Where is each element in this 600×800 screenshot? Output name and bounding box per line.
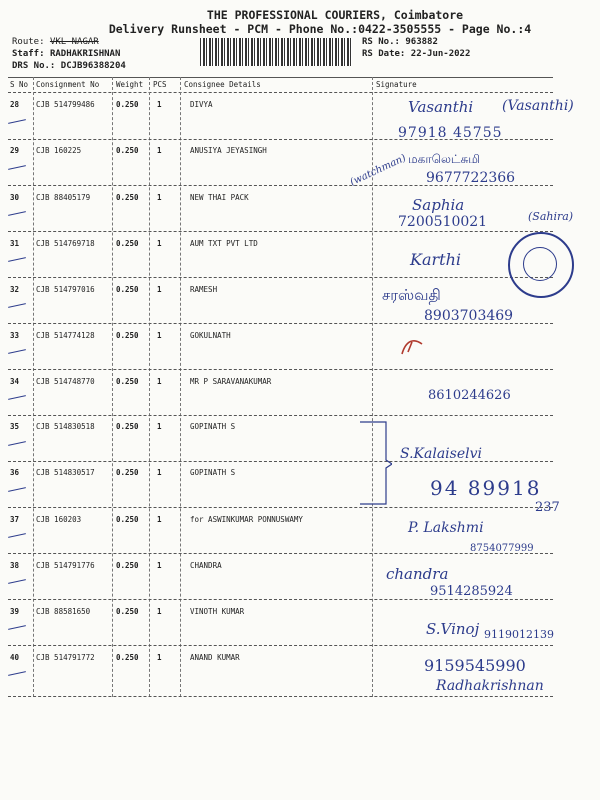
row-pcs: 1	[157, 100, 162, 109]
rs-no-value: 963882	[405, 37, 438, 47]
row-rule	[8, 369, 553, 370]
row-rule	[8, 696, 553, 697]
row-pcs: 1	[157, 422, 162, 431]
handwritten-signature: மகாலெட்சுமி	[408, 152, 481, 166]
handwritten-phone: 237	[535, 500, 560, 515]
rs-date-value: 22-Jun-2022	[410, 49, 471, 59]
route-line	[12, 37, 99, 47]
handwritten-note: (watchman)	[348, 152, 408, 189]
row-pcs: 1	[157, 515, 162, 524]
column-divider	[149, 77, 150, 697]
row-weight: 0.250	[116, 468, 139, 477]
col-consignment: Consignment No	[36, 80, 100, 89]
row-weight: 0.250	[116, 561, 139, 570]
row-weight: 0.250	[116, 653, 139, 662]
route-label: Route:	[12, 37, 45, 47]
row-consignee: AUM TXT PVT LTD	[190, 239, 258, 248]
bracket-mark	[358, 420, 392, 506]
row-consignment: CJB 514774128	[36, 331, 95, 340]
row-weight: 0.250	[116, 285, 139, 294]
handwritten-phone: 8903703469	[424, 308, 514, 324]
handwritten-phone: 9514285924	[430, 584, 513, 599]
row-rule	[8, 507, 553, 508]
drs-value: DCJB96388204	[60, 61, 126, 71]
col-sno: S No	[10, 80, 29, 89]
row-consignee: ANAND KUMAR	[190, 653, 240, 662]
row-pcs: 1	[157, 561, 162, 570]
row-consignee: VINOTH KUMAR	[190, 607, 245, 616]
row-consignee: NEW THAI PACK	[190, 193, 249, 202]
row-weight: 0.250	[116, 239, 139, 248]
row-rule	[8, 415, 553, 416]
tick-mark	[8, 349, 26, 354]
handwritten-signature: chandra	[386, 565, 449, 583]
row-pcs: 1	[157, 146, 162, 155]
row-sno: 28	[10, 100, 20, 109]
column-divider	[112, 77, 113, 697]
rs-date-label: RS Date:	[362, 49, 406, 59]
row-consignment: CJB 514799486	[36, 100, 95, 109]
handwritten-signature: Karthi	[410, 250, 461, 269]
barcode	[200, 38, 352, 66]
row-sno: 39	[10, 607, 20, 616]
row-pcs: 1	[157, 285, 162, 294]
tick-mark	[8, 441, 26, 446]
drs-line	[12, 61, 126, 71]
row-consignee: DIVYA	[190, 100, 213, 109]
drs-label: DRS No.:	[12, 61, 56, 71]
handwritten-signature: Saphia	[412, 196, 465, 214]
handwritten-phone: 94 89918	[430, 476, 542, 500]
row-pcs: 1	[157, 331, 162, 340]
row-rule	[8, 599, 553, 600]
row-consignment: CJB 160203	[36, 515, 82, 524]
handwritten-phone: 9159545990	[424, 656, 526, 675]
row-pcs: 1	[157, 193, 162, 202]
tick-mark	[8, 257, 26, 262]
rs-date-line	[362, 49, 470, 59]
handwritten-signature: சரஸ்வதி	[382, 286, 441, 304]
row-consignment: CJB 514791776	[36, 561, 95, 570]
page-subtitle: Delivery Runsheet - PCM - Phone No.:0422-3505555 - Page No.:4	[108, 22, 532, 36]
row-sno: 29	[10, 146, 20, 155]
row-consignee: GOPINATH S	[190, 422, 236, 431]
row-sno: 37	[10, 515, 20, 524]
tick-mark	[8, 533, 26, 538]
table-header-rule	[8, 92, 553, 93]
row-sno: 31	[10, 239, 20, 248]
row-consignee: MR P SARAVANAKUMAR	[190, 377, 272, 386]
row-weight: 0.250	[116, 377, 139, 386]
row-sno: 34	[10, 377, 20, 386]
page-title: THE PROFESSIONAL COURIERS, Coimbatore	[206, 8, 464, 22]
tick-mark	[8, 671, 26, 676]
handwritten-signature: Vasanthi	[408, 98, 474, 116]
handwritten-signature: S.Kalaiselvi	[400, 446, 482, 462]
row-consignee: GOKULNATH	[190, 331, 231, 340]
row-consignment: CJB 514830517	[36, 468, 95, 477]
row-consignment: CJB 514769718	[36, 239, 95, 248]
row-weight: 0.250	[116, 515, 139, 524]
handwritten-phone: 8754077999	[470, 543, 534, 554]
route-value: VKL NAGAR	[49, 37, 99, 47]
handwritten-phone: 9119012139	[484, 628, 554, 641]
tick-mark	[8, 487, 26, 492]
tick-mark	[8, 303, 26, 308]
row-sno: 36	[10, 468, 20, 477]
handwritten-signature: Radhakrishnan	[436, 678, 544, 694]
row-pcs: 1	[157, 239, 162, 248]
row-consignment: CJB 514791772	[36, 653, 95, 662]
row-consignment: CJB 514797016	[36, 285, 95, 294]
row-pcs: 1	[157, 468, 162, 477]
row-pcs: 1	[157, 653, 162, 662]
row-consignee: ANUSIYA JEYASINGH	[190, 146, 267, 155]
row-sno: 32	[10, 285, 20, 294]
row-consignment: CJB 88581650	[36, 607, 91, 616]
row-consignment: CJB 514830518	[36, 422, 95, 431]
row-consignment: CJB 514748770	[36, 377, 95, 386]
row-weight: 0.250	[116, 422, 139, 431]
column-divider	[33, 77, 34, 697]
row-sno: 35	[10, 422, 20, 431]
handwritten-phone: 9677722366	[426, 170, 516, 186]
row-consignee: GOPINATH S	[190, 468, 236, 477]
col-weight: Weight	[116, 80, 144, 89]
handwritten-signature: P. Lakshmi	[408, 520, 484, 536]
tick-mark	[8, 625, 26, 630]
row-consignment: CJB 160225	[36, 146, 82, 155]
table-top-rule	[8, 77, 553, 78]
handwritten-note: (Sahira)	[528, 210, 574, 223]
staff-value: RADHAKRISHNAN	[49, 49, 121, 59]
tick-mark	[8, 165, 26, 170]
row-sno: 33	[10, 331, 20, 340]
tick-mark	[8, 119, 26, 124]
row-sno: 38	[10, 561, 20, 570]
rs-no-label: RS No.:	[362, 37, 400, 47]
red-ink-mark	[400, 336, 424, 356]
tick-mark	[8, 211, 26, 216]
rs-no-line	[362, 37, 438, 47]
row-weight: 0.250	[116, 331, 139, 340]
staff-label: Staff:	[12, 49, 45, 59]
row-weight: 0.250	[116, 100, 139, 109]
row-sno: 30	[10, 193, 20, 202]
row-rule	[8, 277, 553, 278]
row-weight: 0.250	[116, 146, 139, 155]
row-consignee: for ASWINKUMAR PONNUSWAMY	[190, 515, 303, 524]
row-weight: 0.250	[116, 193, 139, 202]
col-signature: Signature	[376, 80, 417, 89]
row-consignment: CJB 88405179	[36, 193, 91, 202]
column-divider	[180, 77, 181, 697]
row-consignee: CHANDRA	[190, 561, 222, 570]
company-seal-stamp	[508, 232, 574, 298]
row-rule	[8, 231, 553, 232]
tick-mark	[8, 579, 26, 584]
staff-line	[12, 49, 120, 59]
handwritten-phone: 7200510021	[398, 214, 488, 230]
handwritten-phone: 97918 45755	[398, 125, 503, 141]
row-rule	[8, 645, 553, 646]
col-consignee: Consignee Details	[184, 80, 261, 89]
row-consignee: RAMESH	[190, 285, 218, 294]
row-pcs: 1	[157, 607, 162, 616]
row-weight: 0.250	[116, 607, 139, 616]
handwritten-note: (Vasanthi)	[502, 98, 574, 114]
tick-mark	[8, 395, 26, 400]
row-sno: 40	[10, 653, 20, 662]
handwritten-signature: S.Vinoj	[426, 620, 480, 638]
row-pcs: 1	[157, 377, 162, 386]
col-pcs: PCS	[153, 80, 167, 89]
handwritten-phone: 8610244626	[428, 388, 511, 403]
